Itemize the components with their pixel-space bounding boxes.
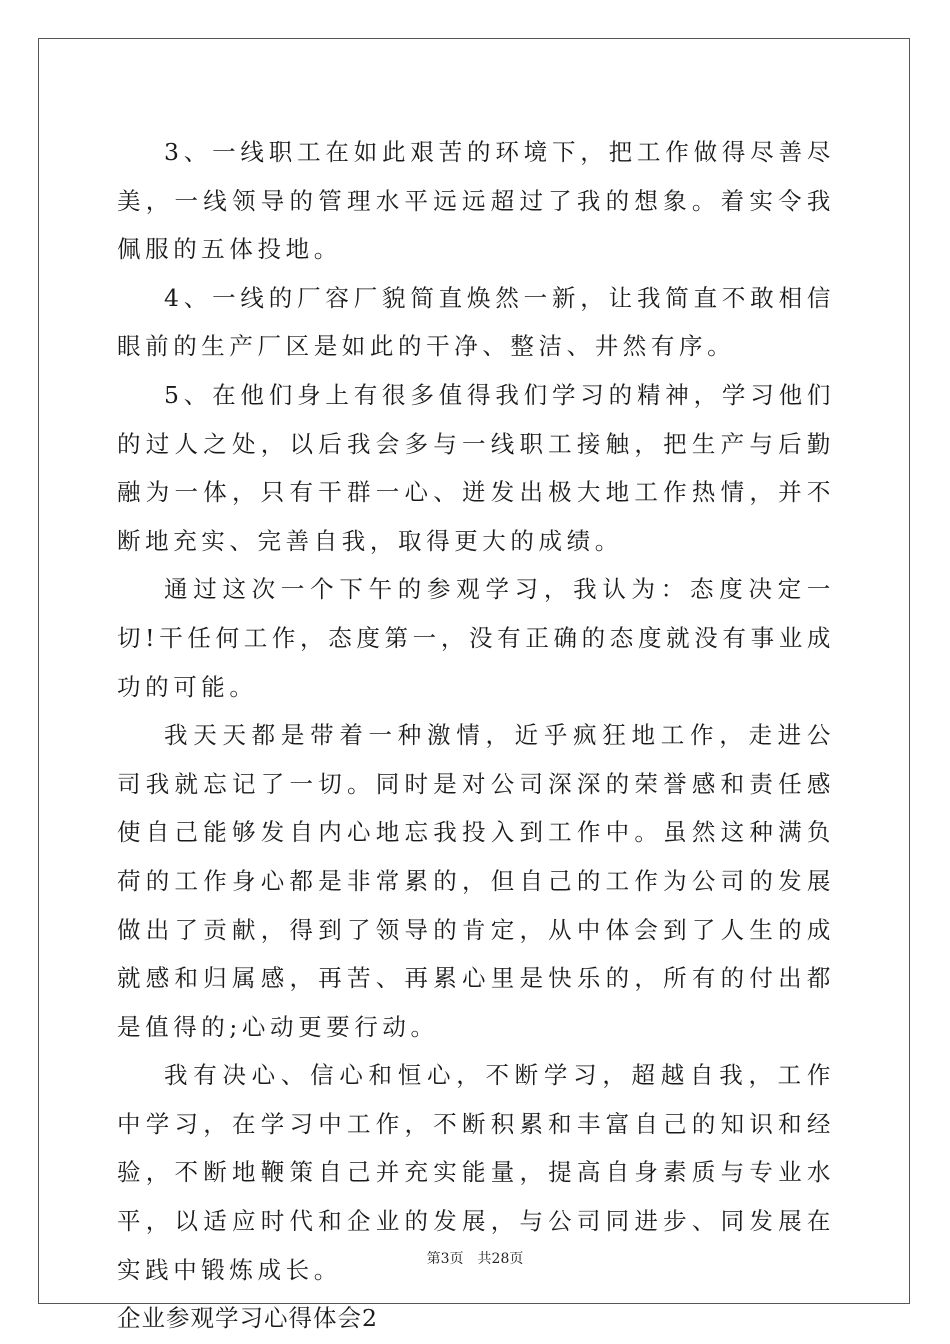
paragraph-item-5: 5、在他们身上有很多值得我们学习的精神，学习他们的过人之处，以后我会多与一线职工接触，把生产与后勤融为一体，只有干群一心、迸发出极大地工作热情，并不断地充实、完善自我，取得更大的成绩。: [117, 380, 835, 555]
paragraph-attitude: 通过这次一个下午的参观学习，我认为：态度决定一切!干任何工作，态度第一，没有正确的态度就没有事业成功的可能。: [117, 575, 835, 701]
paragraph-determination: 我有决心、信心和恒心，不断学习，超越自我，工作中学习，在学习中工作，不断积累和丰富自己的知识和经验，不断地鞭策自己并充实能量，提高自身素质与专业水平，以适应时代和企业的发展，与公司同进步、同发展在实践中锻炼成长。: [117, 1061, 835, 1284]
paragraph-passion: 我天天都是带着一种激情，近乎疯狂地工作，走进公司我就忘记了一切。同时是对公司深深的荣誉感和责任感使自己能够发自内心地忘我投入到工作中。虽然这种满负荷的工作身心都是非常累的，但自己的工作为公司的发展做出了贡献，得到了领导的肯定，从中体会到了人生的成就感和归属感，再苦、再累心里是快乐的，所有的付出都是值得的;心动更要行动。: [117, 721, 835, 1041]
page-total: 共28页: [477, 1251, 524, 1267]
paragraph-item-4: 4、一线的厂容厂貌简直焕然一新，让我简直不敢相信眼前的生产厂区是如此的干净、整洁、井然有序。: [117, 283, 835, 361]
document-body: [117, 128, 835, 1343]
paragraph-item-3: 3、一线职工在如此艰苦的环境下，把工作做得尽善尽美，一线领导的管理水平远远超过了我的想象。着实令我佩服的五体投地。: [117, 138, 835, 264]
section-heading: 企业参观学习心得体会2: [117, 1304, 378, 1333]
page-footer: [0, 1248, 950, 1268]
page-number: 第3页: [426, 1251, 464, 1267]
